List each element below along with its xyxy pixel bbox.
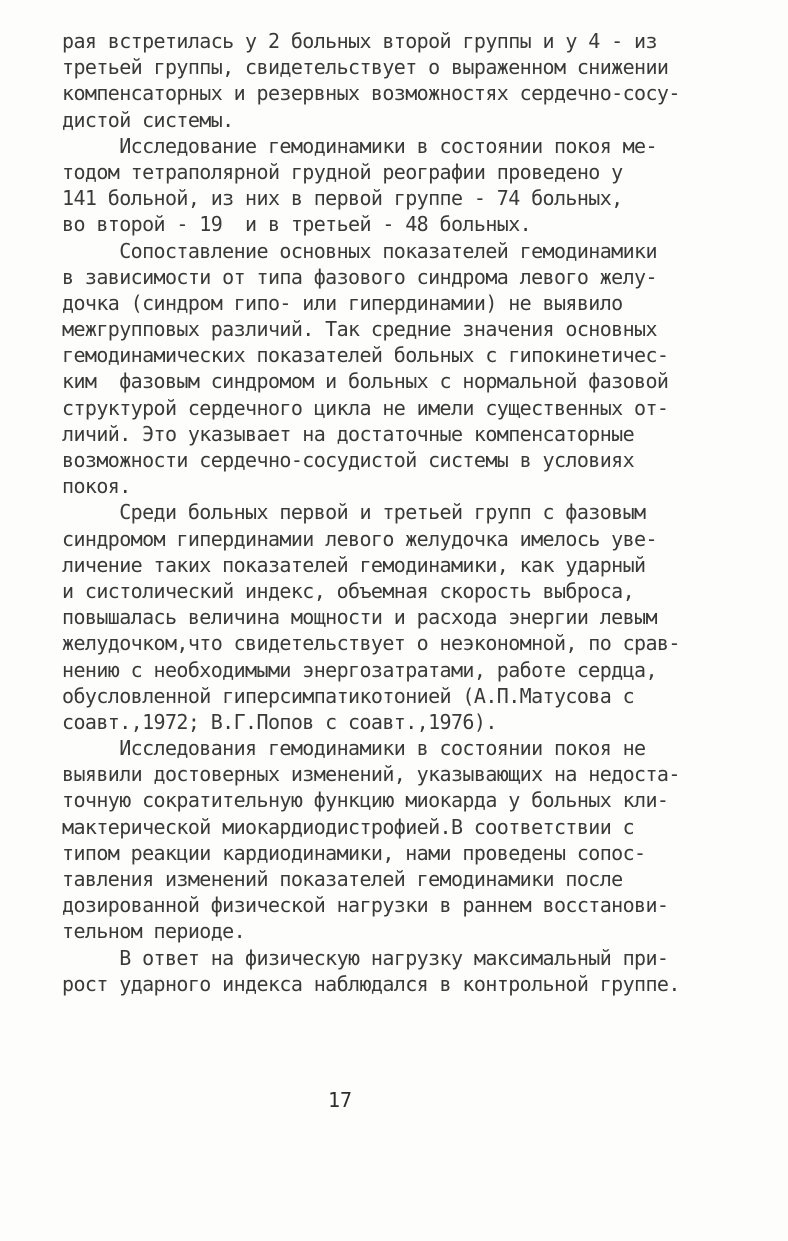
text-line: личение таких показателей гемодинамики, как ударный <box>62 552 646 577</box>
text-line: Исследование гемодинамики в состоянии покоя ме- <box>62 133 657 158</box>
text-line: структурой сердечного цикла не имели существенных от- <box>62 395 669 420</box>
text-line: в зависимости от типа фазового синдрома левого желу- <box>62 264 657 289</box>
text-line: тельном периоде. <box>62 919 246 944</box>
text-line: и систолический индекс, объемная скорость выброса, <box>62 578 635 603</box>
text-line: возможности сердечно-сосудистой системы в условиях <box>62 448 635 472</box>
text-line: точную сократительную функцию миокарда у больных кли- <box>62 788 669 813</box>
text-line: Сопоставление основных показателей гемодинамики <box>62 238 657 263</box>
text-line: личий. Это указывает на достаточные компенсаторные <box>62 421 635 446</box>
text-line: В ответ на физическую нагрузку максимальный при- <box>62 945 669 970</box>
text-line: нению с необходимыми энергозатратами, работе сердца, <box>62 657 657 682</box>
text-line: повышалась величина мощности и расхода энергии левым <box>62 605 657 630</box>
text-line: рая встретилась у 2 больных второй группы и у 4 - из <box>62 29 657 53</box>
text-line: Исследования гемодинамики в состоянии покоя не <box>62 736 646 761</box>
page-number: 17 <box>328 1088 353 1112</box>
text-line: Среди больных первой и третьей групп с фазовым <box>62 500 646 525</box>
text-line: рост ударного индекса наблюдался в контрольной группе. <box>62 971 680 996</box>
text-line: соавт.,1972; В.Г.Попов с соавт.,1976). <box>62 709 497 734</box>
text-line: межгрупповых различий. Так средние значения основных <box>62 317 657 342</box>
text-line: ким фазовым синдромом и больных с нормальной фазовой <box>62 369 669 394</box>
text-line: покоя. <box>62 474 131 499</box>
text-line: гемодинамических показателей больных с гипокинетичес- <box>62 343 669 368</box>
text-line: дистой системы. <box>62 107 234 132</box>
text-line: тавления изменений показателей гемодинамики после <box>62 867 623 891</box>
text-line: во второй - 19 и в третьей - 48 больных. <box>62 212 532 237</box>
text-line: обусловленной гиперсимпатикотонией (А.П.Матусова с <box>62 683 635 708</box>
text-line: выявили достоверных изменений, указывающих на недоста- <box>62 762 680 787</box>
text-line: 141 больной, из них в первой группе - 74 больных, <box>62 186 623 211</box>
text-line: типом реакции кардиодинамики, нами проведены сопос- <box>62 840 646 865</box>
text-line: мактерической миокардиодистрофией.В соответствии с <box>62 814 635 839</box>
text-line: тодом тетраполярной грудной реографии проведено у <box>62 159 623 184</box>
text-line: синдромом гипердинамии левого желудочка имелось уве- <box>62 526 657 551</box>
body-text <box>62 28 742 997</box>
text-line: желудочком,что свидетельствует о неэкономной, по срав- <box>62 631 680 656</box>
text-line: компенсаторных и резервных возможностях сердечно-сосу- <box>62 81 680 106</box>
text-line: дочка (синдром гипо- или гипердинамии) не выявило <box>62 290 623 315</box>
text-line: дозированной физической нагрузки в раннем восстанови- <box>62 893 669 918</box>
text-line: третьей группы, свидетельствует о выраженном снижении <box>62 55 669 80</box>
